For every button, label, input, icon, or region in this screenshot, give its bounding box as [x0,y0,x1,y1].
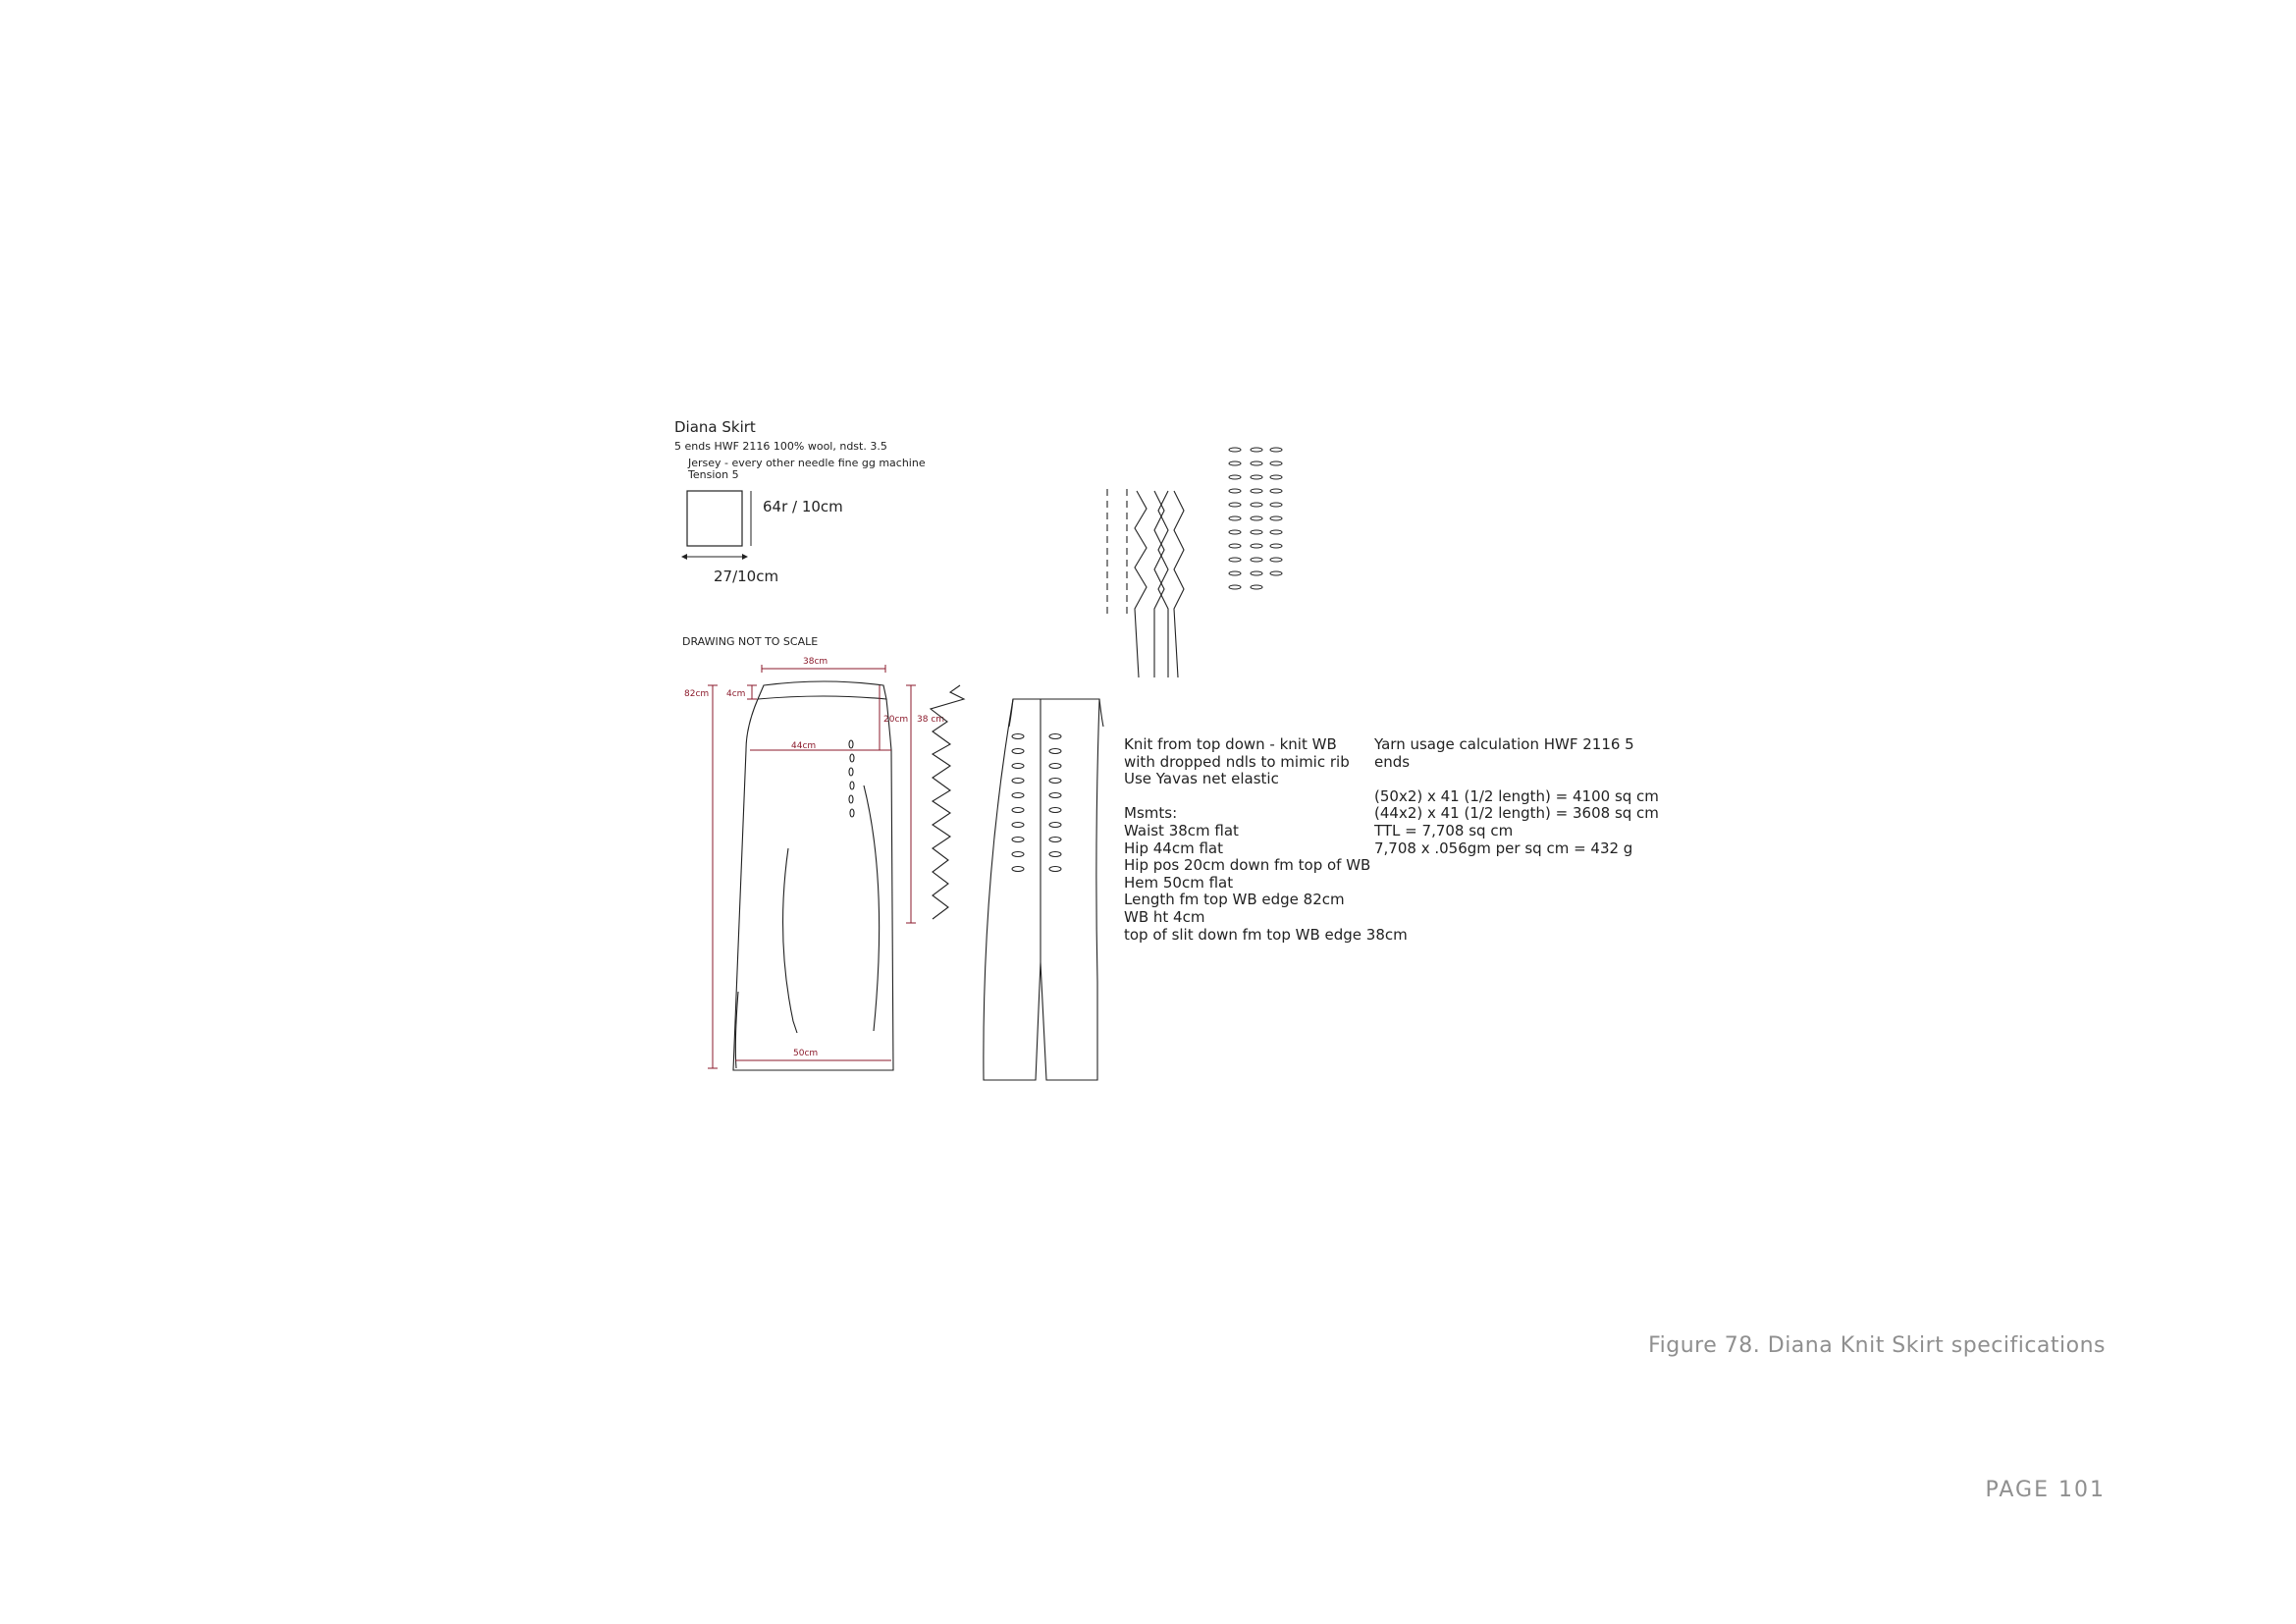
back-drop-stitches [1012,734,1061,872]
instruction-line: Hem 50cm flat [1124,873,1234,892]
drop-stitch-pattern [1229,448,1282,589]
tension-line: Tension 5 [688,468,739,481]
knitting-instructions [1124,736,1408,944]
calc-line: (44x2) x 41 (1/2 length) = 3608 sq cm [1374,804,1659,823]
gauge-rows: 64r / 10cm [763,498,843,515]
stitch-line: Jersey - every other needle fine gg machine [688,457,926,469]
calc-line: (50x2) x 41 (1/2 length) = 4100 sq cm [1374,786,1659,805]
figure-caption: Figure 78. Diana Knit Skirt specifications [1648,1333,2106,1358]
instruction-line: top of slit down fm top WB edge 38cm [1124,925,1408,944]
measurement-lines [708,665,916,1068]
calc-line [1374,771,1659,788]
hip-measure: 44cm [791,741,817,751]
instruction-line: Knit from top down - knit WB [1124,735,1337,753]
instruction-line [1124,788,1408,806]
scale-note: DRAWING NOT TO SCALE [682,635,819,648]
page-number: PAGE 101 [1985,1478,2106,1502]
yarn-calculation [1374,736,1659,857]
gauge-swatch [687,491,742,546]
instruction-line: Hip pos 20cm down fm top of WB [1124,856,1371,875]
spec-title: Diana Skirt [674,418,756,436]
waistband-measure: 4cm [726,689,746,699]
instruction-line: WB ht 4cm [1124,907,1205,926]
calc-line: TTL = 7,708 sq cm [1374,821,1514,839]
waist-measure: 38cm [803,657,828,667]
calc-line: 7,708 x .056gm per sq cm = 432 g [1374,839,1633,857]
instruction-line: Length fm top WB edge 82cm [1124,891,1345,909]
length-measure: 82cm [684,689,710,699]
calc-line: Yarn usage calculation HWF 2116 5 [1374,735,1634,753]
stitch-diagram [1107,489,1184,677]
rib-zigzag [931,685,964,919]
skirt-back-view [984,699,1103,1080]
instruction-line: Waist 38cm flat [1124,821,1239,839]
instruction-line: Hip 44cm flat [1124,839,1223,857]
hip-pos-measure: 20cm [883,715,909,725]
instruction-line: with dropped ndls to mimic rib [1124,752,1350,771]
hem-measure: 50cm [793,1049,819,1058]
calc-line: ends [1374,752,1411,771]
skirt-front-view [733,681,893,1070]
yarn-line: 5 ends HWF 2116 100% wool, ndst. 3.5 [674,440,887,453]
instruction-line: Msmts: [1124,804,1178,823]
slit-measure: 38 cm [917,715,945,725]
instruction-line: Use Yavas net elastic [1124,770,1279,788]
gauge-stitches: 27/10cm [714,568,779,585]
